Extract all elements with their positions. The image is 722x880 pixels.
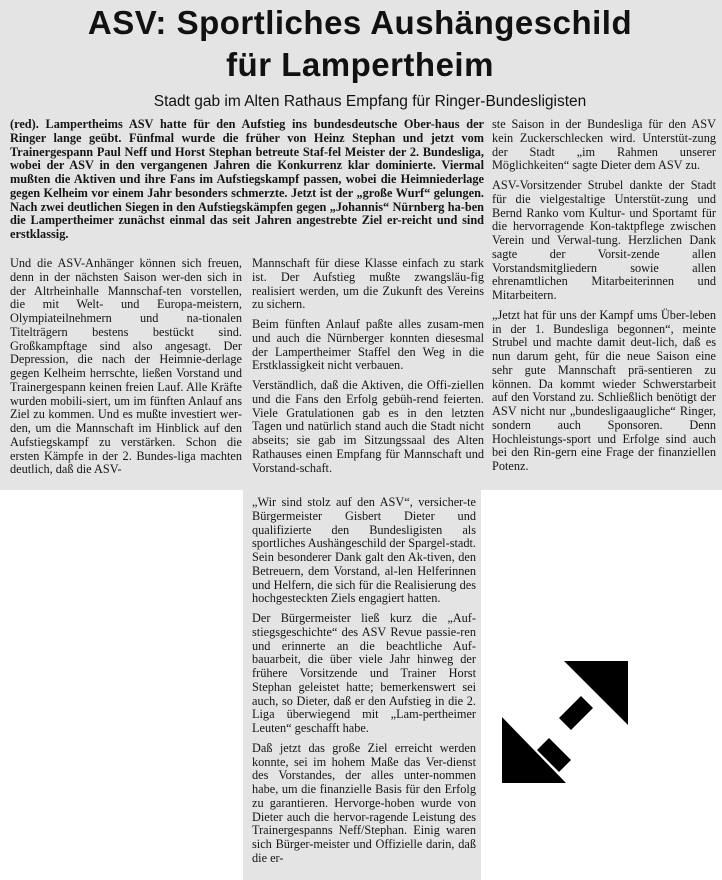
- headline-line-2: für Lampertheim: [226, 46, 494, 83]
- column-2-paragraph-3: Verständlich, daß die Aktiven, die Offi-ziellen und die Fans den Erfolg gebüh-rend feierten. Viele Gratulationen gab es in den letzten Tagen und natürlich stand auch die Stadt nicht abseits; sie gab im Sitzungssaal des Alten Rathauses einen Empfang für Mannschaft und Vorstand-schaft.: [252, 378, 484, 475]
- lower-column-paragraph-1: „Wir sind stolz auf den ASV“, versicher-te Bürgermeister Gisbert Dieter und qualifizierte den Bundesligisten als sportliches Aushängeschild der Spargel-stadt. Sein besonderer Dank galt den Ak-tiven, den Betreuern, dem Vorstand, al-len Helferinnen und Helfern, die sich für die Realisierung des hochgesteckten Ziels engagiert hatten.: [252, 495, 476, 606]
- lower-column: [252, 496, 476, 872]
- lead-text: (red). Lampertheims ASV hatte für den Aufstieg ins bundesdeutsche Ober-haus der Ringer lange geübt. Fünfmal wurde die früher von Heinz Stephan und jetzt vom Trainergespann Paul Neff und Horst Stephan betreute Staf-fel Meister der 2. Bundesliga, wobei der ASV in den vergangenen Jahren die Konkurrenz klar dominierte. Viermal mußten die Aktiven und ihre Fans im Aufstiegskampf passen, wobei die Heimniederlage gegen Kelheim vor einem Jahr besonders schmerzte. Jetzt ist der „große Wurf“ gelungen. Nach zwei deutlichen Siegen in den Aufstiegskämpfen gegen „Johannis“ Nürnberg ha-ben die Lampertheimer zunächst einmal das seit Jahren angestrebte Ziel er-reicht und sind erstklassig.: [10, 117, 484, 241]
- subheadline: Stadt gab im Alten Rathaus Empfang für Ringer-Bundesligisten: [153, 93, 587, 110]
- column-3: [492, 118, 716, 480]
- lower-column-paragraph-2: Der Bürgermeister ließ kurz die „Auf-stiegsgeschichte“ des ASV Revue passie-ren und erinnerte an die beachtliche Auf-bauarbeit, die über viele Jahr hinweg der frühere Vorsitzende und Trainer Horst Stephan geleistet hatte; bemerkenswert sei auch, so Dieter, daß er den Aufstieg in die 2. Liga überwiegend mit „Lam-pertheimer Leuten“ geschafft habe.: [252, 611, 476, 735]
- expand-arrows-icon[interactable]: [500, 655, 632, 787]
- headline-line-1: ASV: Sportliches Aushängeschild: [87, 4, 633, 41]
- lower-column-paragraph-3: Daß jetzt das große Ziel erreicht werden konnte, sei im hohem Maße das Ver-dienst des Vorstandes, der alles unter-nommen habe, um die finanzielle Basis für den Erfolg zu garantieren. Hervorge-hoben wurde von Dieter auch die hervor-ragende Leistung des Trainergespanns Neff/Stephan. Einig waren sich Bürger-meister und Offizielle darin, daß die er-: [252, 740, 476, 865]
- headline: [40, 2, 680, 86]
- column-1: [10, 257, 242, 483]
- column-3-paragraph-2: ASV-Vorsitzender Strubel dankte der Stadt für die vielgestaltige Unterstüt-zung und Bernd Ranko vom Kultur- und Sportamt für die hervorragende Kon-taktpflege zwischen Verein und Verwal-tung. Herzlichen Dank sagte der Vorsit-zende allen Vorstandsmitgliedern sowie allen ehrenamtlichen Mitarbeiterinnen und Mitarbeitern.: [492, 178, 716, 302]
- column-2-paragraph-2: Beim fünften Anlauf paßte alles zusam-men und auch die Nürnberger konnten diesesmal der Lampertheimer Staffel den Weg in die Erstklassigkeit nicht verbauen.: [252, 317, 484, 373]
- column-1-text: Und die ASV-Anhänger können sich freuen, denn in der nächsten Saison wer-den sich in der Altrheinhalle Mannschaf-ten vorstellen, die mit Welt- und Europa-meistern, Olympiateilnehmern und na-tionalen Titelträgern bestens bestückt sind. Großkampftage sind also angesagt. Der Depression, die nach der Heimnie-derlage gegen Kelheim herrschte, ließen Vorstand und Trainergespann keinen freien Lauf. Alle Kräfte wurden mobili-siert, um im fünften Anlauf ans Ziel zu kommen. Und es mußte investiert wer-den, um die Mannschaft im Hinblick auf den Aufstiegskampf zu verstärken. Schon die ersten Kämpfe in der 2. Bundes-liga machten deutlich, daß die ASV-: [10, 256, 242, 477]
- arrow-up-right-shaft: [559, 696, 593, 730]
- column-2-paragraph-1: Mannschaft für diese Klasse einfach zu stark ist. Der Aufstieg mußte zwangsläu-fig realisiert werden, um die Zukunft des Vereins zu sichern.: [252, 256, 484, 312]
- column-2: [252, 257, 484, 481]
- column-3-paragraph-3: „Jetzt hat für uns der Kampf ums Über-leben in der 1. Bundesliga begonnen“, meinte Strubel und machte damit deut-lich, daß es nun darum geht, für die neue Saison eine sehr gute Mannschaft prä-sentieren zu können. Da kommt wieder Schwerstarbeit auf den Vorstand zu. Schließlich benötigt der ASV nicht nur „bundesligaaugliche“ Ringer, sondern auch Sponsoren. Denn Hochleistungs-sport und Erfolge sind auch bei den Rin-gern eine Frage der finanziellen Potenz.: [492, 307, 716, 473]
- lead-paragraph: [10, 118, 484, 248]
- column-3-paragraph-1: ste Saison in der Bundesliga für den ASV kein Zuckerschlecken wird. Unterstüt-zung der Stadt „im Rahmen unserer Möglichkeiten“ sagte Dieter dem ASV zu.: [492, 117, 716, 173]
